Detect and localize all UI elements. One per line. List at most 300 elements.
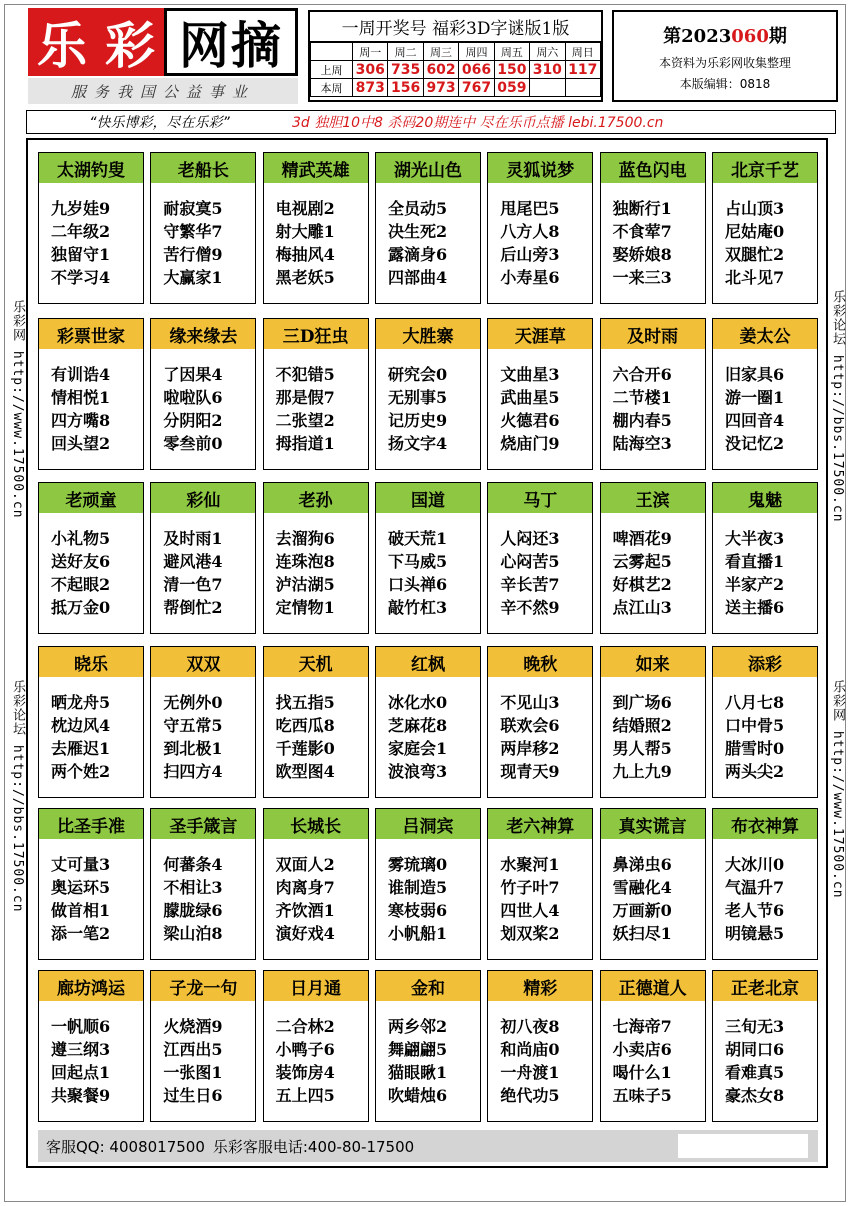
riddle-card xyxy=(375,318,481,470)
card-items xyxy=(39,513,143,619)
riddle-line: 欧型图4 xyxy=(275,762,335,781)
card-items xyxy=(488,839,592,945)
riddle-card xyxy=(38,318,144,470)
riddle-line: 甩尾巴5 xyxy=(500,199,560,218)
this-week-label: 本周 xyxy=(311,79,353,97)
card-row xyxy=(38,646,818,798)
draw-table xyxy=(310,42,601,97)
card-title: 布衣神算 xyxy=(713,809,817,839)
logo-char-wangzhai: 网摘 xyxy=(164,8,298,76)
riddle-line: 鼻涕虫6 xyxy=(612,855,672,874)
riddle-line: 守繁华7 xyxy=(163,222,223,241)
riddle-line: 初八夜8 xyxy=(500,1017,560,1036)
riddle-line: 两岸移2 xyxy=(500,739,560,758)
riddle-line: 露滴身6 xyxy=(387,245,448,264)
draw-corner xyxy=(311,43,353,61)
riddle-card xyxy=(712,482,818,634)
riddle-line: 豪杰女8 xyxy=(724,1086,785,1105)
riddle-line: 小卖店6 xyxy=(612,1040,672,1059)
riddle-line: 划双桨2 xyxy=(500,924,560,943)
riddle-line: 泸沽湖5 xyxy=(275,575,335,594)
card-items xyxy=(488,349,592,455)
riddle-line: 朦胧绿6 xyxy=(163,901,223,920)
riddle-line: 吹蜡烛6 xyxy=(387,1086,448,1105)
card-title: 缘来缘去 xyxy=(151,319,255,349)
card-title: 老船长 xyxy=(151,153,255,183)
riddle-line: 北斗见7 xyxy=(724,268,785,287)
issue-note: 本资料为乐彩网收集整理 xyxy=(658,56,791,70)
riddle-line: 不相让3 xyxy=(163,878,223,897)
card-row xyxy=(38,152,818,304)
draw-number xyxy=(565,79,600,97)
draw-number: 602 xyxy=(423,61,458,79)
tagline-bar xyxy=(26,110,836,134)
card-items xyxy=(713,513,817,619)
riddle-line: 文曲星3 xyxy=(500,365,560,384)
riddle-line: 研究会0 xyxy=(387,365,448,384)
riddle-line: 独断行1 xyxy=(612,199,672,218)
card-title: 湖光山色 xyxy=(376,153,480,183)
card-items xyxy=(39,677,143,783)
riddle-line: 武曲星5 xyxy=(500,388,560,407)
riddle-line: 万画新0 xyxy=(612,901,672,920)
card-items xyxy=(264,839,368,945)
card-title: 正德道人 xyxy=(601,971,705,1001)
day-header: 周五 xyxy=(494,43,529,61)
riddle-line: 波浪弯3 xyxy=(387,762,448,781)
riddle-line: 有训诰4 xyxy=(51,365,111,384)
riddle-line: 人闷还3 xyxy=(500,529,560,548)
card-title: 晓乐 xyxy=(39,647,143,677)
riddle-line: 苦行僧9 xyxy=(163,245,223,264)
card-items xyxy=(488,1001,592,1107)
riddle-card xyxy=(487,318,593,470)
card-title: 正老北京 xyxy=(713,971,817,1001)
riddle-card xyxy=(487,646,593,798)
riddle-line: 抵万金0 xyxy=(51,598,111,617)
card-title: 王滨 xyxy=(601,483,705,513)
card-title: 及时雨 xyxy=(601,319,705,349)
riddle-line: 去雁迟1 xyxy=(51,739,111,758)
card-items xyxy=(151,183,255,289)
riddle-line: 家庭会1 xyxy=(387,739,448,758)
riddle-line: 双面人2 xyxy=(275,855,335,874)
riddle-card xyxy=(600,482,706,634)
riddle-line: 那是假7 xyxy=(275,388,335,407)
riddle-card xyxy=(263,646,369,798)
card-title: 天机 xyxy=(264,647,368,677)
riddle-line: 四部曲4 xyxy=(387,268,448,287)
riddle-line: 口头禅6 xyxy=(387,575,448,594)
riddle-line: 两乡邻2 xyxy=(387,1017,448,1036)
footer-blank-box xyxy=(678,1134,808,1158)
riddle-line: 两头尖2 xyxy=(724,762,785,781)
riddle-line: 梅抽风4 xyxy=(275,245,335,264)
riddle-line: 拇指道1 xyxy=(275,434,335,453)
riddle-line: 看难真5 xyxy=(724,1063,785,1082)
riddle-line: 决生死2 xyxy=(387,222,448,241)
riddle-line: 装饰房4 xyxy=(275,1063,335,1082)
riddle-line: 腊雪时0 xyxy=(724,739,785,758)
riddle-line: 梁山泊8 xyxy=(163,924,223,943)
issue-editor: 本版编辑：0818 xyxy=(679,77,771,91)
logo-slogan: 服务我国公益事业 xyxy=(28,78,298,104)
draw-number: 117 xyxy=(565,61,600,79)
footer-qq: 客服QQ: 4008017500 xyxy=(46,1137,205,1156)
card-title: 如来 xyxy=(601,647,705,677)
side-text-right-bottom: 乐彩网 http://www.17500.cn xyxy=(830,680,845,899)
riddle-card xyxy=(487,482,593,634)
riddle-line: 连珠泡8 xyxy=(275,552,335,571)
card-title: 彩票世家 xyxy=(39,319,143,349)
card-items xyxy=(376,349,480,455)
card-title: 精武英雄 xyxy=(264,153,368,183)
day-header: 周日 xyxy=(565,43,600,61)
card-title: 老六神算 xyxy=(488,809,592,839)
riddle-line: 水聚河1 xyxy=(500,855,560,874)
card-title: 子龙一句 xyxy=(151,971,255,1001)
riddle-line: 不见山3 xyxy=(500,693,560,712)
riddle-card xyxy=(600,808,706,960)
card-items xyxy=(264,677,368,783)
card-items xyxy=(39,183,143,289)
card-items xyxy=(713,839,817,945)
card-items xyxy=(376,1001,480,1107)
riddle-line: 竹子叶7 xyxy=(500,878,560,897)
riddle-line: 耐寂寞5 xyxy=(163,199,223,218)
weekly-draw-box xyxy=(308,10,603,102)
card-items xyxy=(488,183,592,289)
riddle-card xyxy=(38,482,144,634)
riddle-line: 无例外0 xyxy=(163,693,223,712)
day-header: 周一 xyxy=(353,43,388,61)
riddle-line: 做首相1 xyxy=(51,901,111,920)
riddle-line: 肉离身7 xyxy=(275,878,335,897)
riddle-card xyxy=(712,646,818,798)
riddle-card xyxy=(375,970,481,1122)
card-items xyxy=(151,677,255,783)
card-title: 北京千艺 xyxy=(713,153,817,183)
card-items xyxy=(39,349,143,455)
riddle-line: 棚内春5 xyxy=(612,411,672,430)
card-items xyxy=(151,349,255,455)
riddle-line: 辛长苦7 xyxy=(500,575,560,594)
riddle-line: 五上四5 xyxy=(275,1086,335,1105)
riddle-line: 七海帝7 xyxy=(612,1017,672,1036)
riddle-line: 黑老妖5 xyxy=(275,268,335,287)
riddle-line: 辛不然9 xyxy=(500,598,560,617)
riddle-line: 二合林2 xyxy=(275,1017,335,1036)
riddle-line: 八方人8 xyxy=(500,222,560,241)
card-title: 姜太公 xyxy=(713,319,817,349)
riddle-line: 男人帮5 xyxy=(612,739,672,758)
riddle-line: 看直播1 xyxy=(724,552,785,571)
card-title: 三D狂虫 xyxy=(264,319,368,349)
riddle-line: 双腿忙2 xyxy=(724,245,785,264)
riddle-line: 不食荤7 xyxy=(612,222,672,241)
riddle-line: 娶娇娘8 xyxy=(612,245,672,264)
day-header: 周二 xyxy=(388,43,423,61)
footer-phone: 乐彩客服电话:400-80-17500 xyxy=(212,1137,415,1156)
riddle-line: 寒枝弱6 xyxy=(387,901,448,920)
riddle-line: 二年级2 xyxy=(51,222,111,241)
riddle-card xyxy=(600,152,706,304)
riddle-line: 晒龙舟5 xyxy=(51,693,111,712)
riddle-line: 尼姑庵0 xyxy=(724,222,785,241)
side-text-left-top: 乐彩网 http://www.17500.cn xyxy=(10,300,25,519)
riddle-line: 舞翩翩5 xyxy=(387,1040,448,1059)
card-items xyxy=(151,1001,255,1107)
riddle-line: 小礼物5 xyxy=(51,529,111,548)
riddle-line: 没记忆2 xyxy=(724,434,785,453)
card-row xyxy=(38,808,818,960)
riddle-line: 到北极1 xyxy=(163,739,223,758)
riddle-line: 情相悦1 xyxy=(51,388,111,407)
riddle-line: 定情物1 xyxy=(275,598,335,617)
riddle-line: 扫四方4 xyxy=(163,762,223,781)
riddle-line: 占山顶3 xyxy=(724,199,785,218)
riddle-line: 无别事5 xyxy=(387,388,448,407)
riddle-card xyxy=(150,808,256,960)
riddle-card xyxy=(487,152,593,304)
riddle-line: 云雾起5 xyxy=(612,552,672,571)
riddle-card xyxy=(263,970,369,1122)
card-title: 圣手箴言 xyxy=(151,809,255,839)
riddle-line: 雪融化4 xyxy=(612,878,672,897)
riddle-line: 不起眼2 xyxy=(51,575,111,594)
riddle-card xyxy=(712,970,818,1122)
riddle-line: 二节楼1 xyxy=(612,388,672,407)
riddle-line: 一张图1 xyxy=(163,1063,223,1082)
card-row xyxy=(38,318,818,470)
riddle-line: 口中骨5 xyxy=(724,716,785,735)
card-items xyxy=(151,513,255,619)
card-title: 晚秋 xyxy=(488,647,592,677)
riddle-card xyxy=(375,482,481,634)
riddle-line: 射大雕1 xyxy=(275,222,335,241)
card-items xyxy=(264,349,368,455)
card-items xyxy=(488,677,592,783)
riddle-line: 敲竹杠3 xyxy=(387,598,448,617)
card-title: 彩仙 xyxy=(151,483,255,513)
card-title: 廊坊鸿运 xyxy=(39,971,143,1001)
riddle-line: 三旬无3 xyxy=(724,1017,785,1036)
riddle-card xyxy=(263,808,369,960)
card-items xyxy=(376,839,480,945)
draw-number: 767 xyxy=(459,79,494,97)
riddle-line: 全员动5 xyxy=(387,199,448,218)
day-header: 周三 xyxy=(423,43,458,61)
riddle-line: 半家产2 xyxy=(724,575,785,594)
card-title: 太湖钓叟 xyxy=(39,153,143,183)
card-title: 鬼魅 xyxy=(713,483,817,513)
riddle-line: 烧庙门9 xyxy=(500,434,560,453)
riddle-line: 气温升7 xyxy=(724,878,785,897)
riddle-line: 后山旁3 xyxy=(500,245,560,264)
riddle-line: 啤酒花9 xyxy=(612,529,672,548)
card-title: 蓝色闪电 xyxy=(601,153,705,183)
card-items xyxy=(39,839,143,945)
riddle-line: 分阴阳2 xyxy=(163,411,223,430)
riddle-card xyxy=(263,152,369,304)
card-row xyxy=(38,482,818,634)
riddle-card xyxy=(150,318,256,470)
riddle-line: 八月七8 xyxy=(724,693,785,712)
riddle-line: 何蕃条4 xyxy=(163,855,223,874)
riddle-line: 火烧酒9 xyxy=(163,1017,223,1036)
riddle-line: 独留守1 xyxy=(51,245,111,264)
riddle-card xyxy=(712,808,818,960)
riddle-line: 齐饮酒1 xyxy=(275,901,335,920)
card-items xyxy=(601,349,705,455)
riddle-line: 丈可量3 xyxy=(51,855,111,874)
riddle-line: 守五常5 xyxy=(163,716,223,735)
riddle-line: 破天荒1 xyxy=(387,529,448,548)
riddle-card xyxy=(263,318,369,470)
side-text-right-top: 乐彩论坛 http://bbs.17500.cn xyxy=(830,290,845,523)
riddle-line: 妖扫尽1 xyxy=(612,924,672,943)
riddle-line: 和尚庙0 xyxy=(500,1040,560,1059)
riddle-line: 芝麻花8 xyxy=(387,716,448,735)
logo-char-le: 乐 xyxy=(28,8,96,76)
riddle-line: 奥运环5 xyxy=(51,878,111,897)
riddle-line: 回头望2 xyxy=(51,434,111,453)
card-items xyxy=(713,677,817,783)
riddle-line: 猫眼瞅1 xyxy=(387,1063,448,1082)
riddle-line: 两个姓2 xyxy=(51,762,111,781)
card-title: 日月通 xyxy=(264,971,368,1001)
side-text-left-bottom: 乐彩论坛 http://bbs.17500.cn xyxy=(10,680,25,913)
riddle-line: 扬文字4 xyxy=(387,434,448,453)
riddle-card xyxy=(263,482,369,634)
card-items xyxy=(151,839,255,945)
last-week-label: 上周 xyxy=(311,61,353,79)
card-items xyxy=(264,513,368,619)
riddle-card xyxy=(600,318,706,470)
issue-title: 第2023060期 xyxy=(663,26,787,47)
riddle-card xyxy=(38,808,144,960)
riddle-line: 大冰川0 xyxy=(724,855,785,874)
draw-number: 066 xyxy=(459,61,494,79)
card-title: 真实谎言 xyxy=(601,809,705,839)
riddle-line: 旧家具6 xyxy=(724,365,785,384)
issue-number: 060 xyxy=(731,26,769,47)
riddle-line: 共聚餐9 xyxy=(51,1086,111,1105)
riddle-line: 避风港4 xyxy=(163,552,223,571)
card-title: 天涯草 xyxy=(488,319,592,349)
card-title: 双双 xyxy=(151,647,255,677)
card-items xyxy=(376,183,480,289)
riddle-line: 小鸭子6 xyxy=(275,1040,335,1059)
riddle-line: 演好戏4 xyxy=(275,924,335,943)
card-title: 老孙 xyxy=(264,483,368,513)
riddle-line: 去溜狗6 xyxy=(275,529,335,548)
logo-char-cai: 彩 xyxy=(96,8,164,76)
riddle-line: 记历史9 xyxy=(387,411,448,430)
card-items xyxy=(713,183,817,289)
card-row xyxy=(38,970,818,1122)
card-items xyxy=(713,349,817,455)
card-items xyxy=(601,513,705,619)
riddle-card xyxy=(38,970,144,1122)
riddle-line: 不学习4 xyxy=(51,268,111,287)
draw-number xyxy=(530,79,565,97)
riddle-line: 及时雨1 xyxy=(163,529,223,548)
riddle-line: 枕边风4 xyxy=(51,716,111,735)
riddle-line: 找五指5 xyxy=(275,693,335,712)
riddle-line: 不犯错5 xyxy=(275,365,335,384)
footer xyxy=(38,1130,818,1162)
riddle-line: 帮倒忙2 xyxy=(163,598,223,617)
draw-number: 306 xyxy=(353,61,388,79)
riddle-card xyxy=(487,970,593,1122)
riddle-line: 心闷苦5 xyxy=(500,552,560,571)
tagline-promo-link[interactable]: 3d 独胆10中8 杀码20期连中 尽在乐币点播 lebi.17500.cn xyxy=(292,115,664,131)
riddle-card xyxy=(375,152,481,304)
riddle-card xyxy=(150,482,256,634)
riddle-line: 千莲影0 xyxy=(275,739,335,758)
draw-number: 873 xyxy=(353,79,388,97)
riddle-line: 结婚照2 xyxy=(612,716,672,735)
riddle-line: 到广场6 xyxy=(612,693,672,712)
riddle-line: 吃西瓜8 xyxy=(275,716,335,735)
riddle-line: 零叁前0 xyxy=(163,434,223,453)
card-items xyxy=(601,677,705,783)
riddle-card xyxy=(150,152,256,304)
riddle-card xyxy=(600,970,706,1122)
day-header: 周四 xyxy=(459,43,494,61)
riddle-card xyxy=(150,646,256,798)
riddle-line: 了因果4 xyxy=(163,365,223,384)
riddle-line: 大半夜3 xyxy=(724,529,785,548)
riddle-grid xyxy=(26,138,828,1168)
riddle-line: 小帆船1 xyxy=(387,924,448,943)
tagline-slogan: “快乐博彩，尽在乐彩” xyxy=(89,115,230,131)
riddle-line: 绝代功5 xyxy=(500,1086,560,1105)
riddle-line: 陆海空3 xyxy=(612,434,672,453)
riddle-line: 小寿星6 xyxy=(500,268,560,287)
riddle-line: 喝什么1 xyxy=(612,1063,672,1082)
riddle-line: 一舟渡1 xyxy=(500,1063,560,1082)
riddle-line: 好棋艺2 xyxy=(612,575,672,594)
card-title: 马丁 xyxy=(488,483,592,513)
card-items xyxy=(601,183,705,289)
riddle-card xyxy=(375,646,481,798)
riddle-card xyxy=(712,318,818,470)
riddle-line: 点江山3 xyxy=(612,598,672,617)
card-title: 红枫 xyxy=(376,647,480,677)
riddle-line: 送主播6 xyxy=(724,598,785,617)
riddle-line: 谁制造5 xyxy=(387,878,448,897)
riddle-line: 现青天9 xyxy=(500,762,560,781)
draw-number: 310 xyxy=(530,61,565,79)
riddle-line: 九上九9 xyxy=(612,762,672,781)
card-title: 吕洞宾 xyxy=(376,809,480,839)
draw-title: 一周开奖号 福彩3D字谜版1版 xyxy=(310,12,601,42)
card-items xyxy=(601,839,705,945)
riddle-card xyxy=(487,808,593,960)
riddle-card xyxy=(38,646,144,798)
riddle-line: 游一圈1 xyxy=(724,388,785,407)
riddle-line: 二张望2 xyxy=(275,411,335,430)
riddle-line: 四世人4 xyxy=(500,901,560,920)
riddle-line: 过生日6 xyxy=(163,1086,223,1105)
card-items xyxy=(376,677,480,783)
riddle-line: 江西出5 xyxy=(163,1040,223,1059)
riddle-line: 火德君6 xyxy=(500,411,560,430)
riddle-card xyxy=(150,970,256,1122)
card-title: 国道 xyxy=(376,483,480,513)
